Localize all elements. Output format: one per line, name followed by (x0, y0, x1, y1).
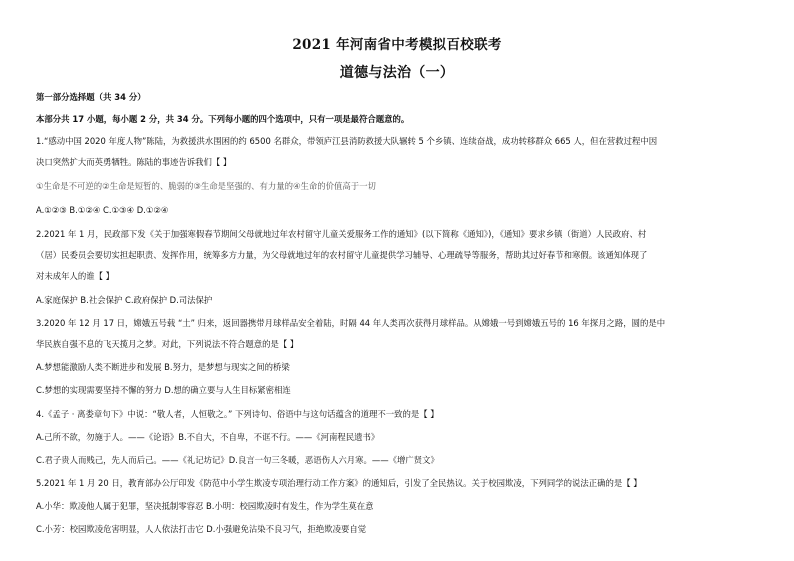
exam-subject: 道德与法治（一） (339, 65, 455, 81)
question-3-options-line-2: C.梦想的实现需要坚持不懈的努力 D.想的确立要与人生目标紧密相连 (36, 385, 291, 395)
question-1-stem-line-1: 1.“感动中国 2020 年度人物”陈陆，为救援洪水围困的约 6500 名群众，带领庐江县消防救援大队辗转 5 个乡镇、连续奋战，成功转移群众 665 人，但在营救过程中因 (36, 136, 658, 146)
question-4-options-line-1: A.己所不欲，勿施于人。——《论语》B.不自大，不自卑，不诓不行。——《河南程民遗书》 (36, 432, 380, 442)
exam-title: 2021 年河南省中考模拟百校联考 (292, 37, 502, 53)
question-5-stem: 5.2021 年 1 月 20 日，教育部办公厅印发《防范中小学生欺凌专项治理行动工作方案》的通知后，引发了全民热议。关于校园欺凌，下列同学的说法正确的是【 】 (36, 478, 642, 488)
question-5-options-line-1: A.小华：欺凌他人属于犯罪，坚决抵制零容忍 B.小明：校园欺凌时有发生，作为学生莫在意 (36, 501, 374, 511)
question-4-options-line-2: C.君子贵人而贱己，先人而后己。——《礼记坊记》D.良言一句三冬暖，恶语伤人六月寒。——《增广贤文》 (36, 455, 439, 465)
question-1-statements: ①生命是不可逆的②生命是短暂的、脆弱的③生命是坚强的、有力量的④生命的价值高于一切 (36, 181, 376, 191)
question-5-options-line-2: C.小芳：校园欺凌危害明显，人人依法打击它 D.小强避免沾染不良习气，拒绝欺凌要自觉 (36, 524, 367, 534)
question-2-options: A.家庭保护 B.社会保护 C.政府保护 D.司法保护 (36, 295, 213, 305)
question-4-stem: 4.《孟子 · 离娄章句下》中说：“敬人者，人恒敬之。” 下列诗句、俗语中与这句话蕴含的道理不一致的是【 】 (36, 409, 439, 419)
section-instructions: 本部分共 17 小题，每小题 2 分，共 34 分。下列每小题的四个选项中，只有一项是最符合题意的。 (36, 114, 410, 124)
question-1-options: A.①②③ B.①②④ C.①③④ D.①②④ (36, 205, 169, 215)
question-2-stem-line-1: 2.2021 年 1 月，民政部下发《关于加强寒假春节期间父母就地过年农村留守儿童关爱服务工作的通知》(以下简称《通知》)，《通知》要求乡镇（街道）人民政府、村 (36, 229, 647, 239)
question-2-stem-line-2: （居）民委员会要切实担起职责、发挥作用，统筹多方力量，为父母就地过年的农村留守儿童提供学习辅导、心理疏导等服务，帮助其过好春节和寒假。该通知体现了 (36, 250, 648, 260)
question-1-stem-line-2: 决口突然扩大而英勇牺牲。陈陆的事迹告诉我们【 】 (36, 157, 232, 167)
question-3-options-line-1: A.梦想能激励人类不断进步和发展 B.努力，是梦想与现实之间的桥梁 (36, 362, 290, 372)
question-3-stem-line-1: 3.2020 年 12 月 17 日，嫦娥五号载 “土” 归来，返回器携带月球样品安全着陆，时隔 44 年人类再次获得月球样品。从嫦娥一号到嫦娥五号的 16 年探月之路，圆的是中 (36, 318, 666, 328)
question-2-stem-line-3: 对未成年人的谁【 】 (36, 271, 115, 281)
section-heading: 第一部分选择题（共 34 分） (36, 92, 146, 102)
question-3-stem-line-2: 华民族自强不息的飞天揽月之梦。对此，下列说法不符合题意的是【 】 (36, 339, 299, 349)
